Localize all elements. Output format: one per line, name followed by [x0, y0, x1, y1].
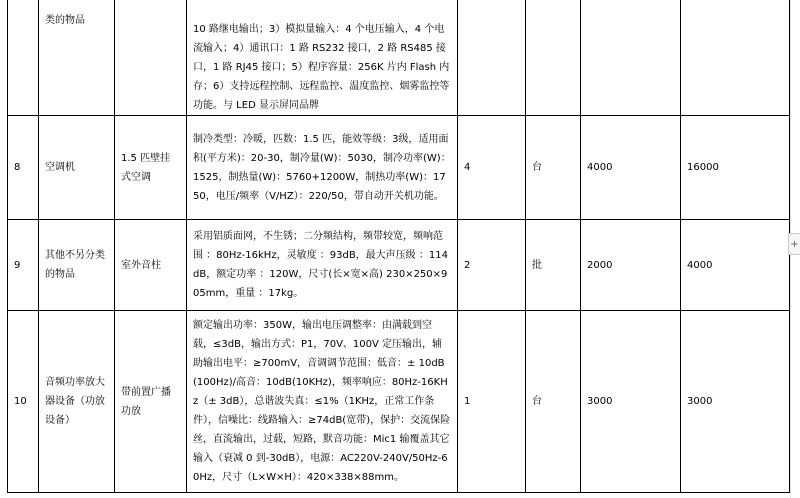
item-total: 16000 — [681, 116, 790, 220]
item-total: 3000 — [681, 311, 790, 493]
item-unit: 台 — [526, 116, 581, 220]
add-tab-button[interactable]: + — [788, 233, 800, 255]
item-name: 音频功率放大器设备（功放设备） — [39, 311, 115, 493]
item-unit — [526, 0, 581, 116]
item-name: 空调机 — [39, 116, 115, 220]
item-name: 类的物品 — [39, 0, 115, 116]
item-spec: 采用铝质面网，不生锈；二分频结构，频带较宽，频响范围 ：80Hz-16kHz，灵敏度 ：93dB，最大声压级 ：114dB，额定功率 ：120W，尺寸(长×宽×高) 230×250×905mm，重量 ：17kg。 — [187, 220, 458, 311]
item-quantity: 1 — [458, 311, 526, 493]
item-quantity — [458, 0, 526, 116]
item-spec: 额定输出功率：350W，输出电压调整率：由满载到空载，≤3dB，输出方式：P1，70V、100V 定压输出，辅助输出电平：≥700mV，音调调节范围：低音：± 10dB(100Hz)/高音：10dB(10KHz)，频率响应：80Hz-16KHz（± 3dB），总谐波失真：≤1%（1KHz，正常工作条件），信噪比：线路输入：≥74dB(宽带)，保护：交流保险丝，直流输出，过载，短路，默音功能：Mic1 输覆盖其它输入（衰减 0 到-30dB），电源：AC220V-240V/50Hz-60Hz，尺寸（L×W×H）：420×338×88mm。 — [187, 311, 458, 493]
procurement-spec-table — [7, 0, 790, 493]
item-spec: 制冷类型：冷暖，匹数：1.5 匹，能效等级：3级，适用面积(平方米)：20-30，制冷量(W)：5030，制冷功率(W)：1525，制热量(W)：5760+1200W，制热功率(W)：1750，电压/频率（V/HZ）：220/50，带自动开关机功能。 — [187, 116, 458, 220]
table-row — [8, 116, 790, 220]
item-type — [115, 0, 187, 116]
item-type: 带前置广播功放 — [115, 311, 187, 493]
table-row — [8, 0, 790, 116]
item-total: 4000 — [681, 220, 790, 311]
item-quantity: 2 — [458, 220, 526, 311]
item-total — [681, 0, 790, 116]
item-unit-price: 2000 — [581, 220, 681, 311]
item-type: 1.5 匹壁挂式空调 — [115, 116, 187, 220]
table-row — [8, 220, 790, 311]
table-row — [8, 311, 790, 493]
item-unit: 批 — [526, 220, 581, 311]
row-number — [8, 0, 39, 116]
row-number: 9 — [8, 220, 39, 311]
item-spec: 10 路继电输出；3）模拟量输入：4 个电压输入，4 个电流输入；4）通讯口：1 路 RS232 接口，2 路 RS485 接口，1 路 RJ45 接口；5）程序容量：256K 片内 Flash 内存；6）支持远程控制、远程监控、温度监控、烟雾监控等功能。与 LED 显示屏同品牌 — [187, 0, 458, 116]
item-unit-price: 4000 — [581, 116, 681, 220]
row-number: 8 — [8, 116, 39, 220]
item-unit: 台 — [526, 311, 581, 493]
item-type: 室外音柱 — [115, 220, 187, 311]
item-unit-price: 3000 — [581, 311, 681, 493]
item-name: 其他不另分类的物品 — [39, 220, 115, 311]
item-quantity: 4 — [458, 116, 526, 220]
row-number: 10 — [8, 311, 39, 493]
item-unit-price — [581, 0, 681, 116]
